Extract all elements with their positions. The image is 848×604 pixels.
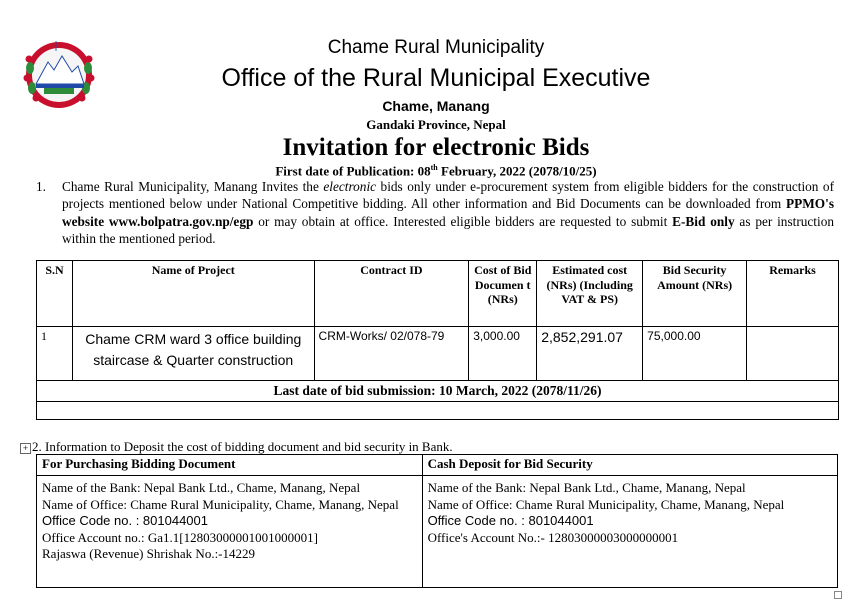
header-remarks: Remarks [747, 261, 839, 327]
bid-table [36, 260, 839, 420]
cell-remarks [747, 327, 839, 381]
province-line: Gandaki Province, Nepal [366, 117, 506, 132]
cell-sn: 1 [37, 327, 73, 381]
table-move-handle-icon[interactable]: + [20, 443, 31, 454]
header-estimated-cost: Estimated cost (NRs) (Including VAT & PS) [537, 261, 643, 327]
header-bid-security: Bid Security Amount (NRs) [643, 261, 747, 327]
bid-security-details [422, 476, 837, 588]
right-office-account: Office's Account No.:- 12803000003000000001 [427, 529, 679, 545]
header-sn: S.N [37, 261, 73, 327]
cell-contract-id: CRM-Works/ 02/078-79 [314, 327, 469, 381]
header-contract-id: Contract ID [314, 261, 469, 327]
empty-cell [37, 402, 839, 420]
purchasing-document-details [37, 476, 423, 588]
bank-info-table [36, 454, 838, 588]
invitation-paragraph: 1. Chame Rural Municipality, Manang Invites the electronic bids only under e-procurement system from eligible bidders for the construction of projects mentioned below under National Competitive bidding. All other information and Bid Documents can be downloaded from PPMO's website www.bolpatra.gov.np/egp or may obtain at office. Interested eligible bidders are requested to submit E-Bid only as per instruction within the mentioned period. [36, 179, 835, 246]
header-cost: Cost of Bid Documen t (NRs) [469, 261, 537, 327]
cell-estimated-cost: 2,852,291.07 [537, 327, 643, 381]
publication-date: First date of Publication: 08th February, 2022 (2078/10/25) [275, 163, 597, 179]
cell-project: Chame CRM ward 3 office building staircase & Quarter construction [72, 327, 314, 381]
header-project: Name of Project [72, 261, 314, 327]
last-submission-date: Last date of bid submission: 10 March, 2022 (2078/11/26) [37, 381, 839, 402]
left-bank-name: Name of the Bank: Nepal Bank Ltd., Chame, Manang, Nepal [42, 480, 361, 495]
bank-table-header-row [37, 455, 838, 476]
table-resize-handle[interactable] [834, 591, 842, 599]
table-row [37, 327, 839, 381]
right-office-code: Office Code no. : 801044001 [427, 513, 594, 528]
empty-row [37, 402, 839, 420]
paragraph-number: 1. [36, 179, 46, 194]
notice-title: Invitation for electronic Bids [282, 134, 590, 161]
municipality-name: Chame Rural Municipality [327, 37, 545, 58]
bid-table-header-row [37, 261, 839, 327]
bank-table-row [37, 476, 838, 588]
cell-bid-security: 75,000.00 [643, 327, 747, 381]
right-bank-name: Name of the Bank: Nepal Bank Ltd., Chame, Manang, Nepal [427, 480, 746, 495]
left-office-code: Office Code no. : 801044001 [42, 513, 208, 528]
section-2-heading: + 2. Information to Deposit the cost of bidding document and bid security in Bank. [20, 439, 453, 455]
cell-cost: 3,000.00 [469, 327, 537, 381]
header-purchasing-document: For Purchasing Bidding Document [37, 455, 423, 476]
website-link-text: PPMO's website www.bolpatra.gov.np/egp [62, 196, 834, 229]
header-bid-security-deposit: Cash Deposit for Bid Security [422, 455, 837, 476]
left-office-account: Office Account no.: Ga1.1[12803000001001000001] [42, 529, 318, 545]
last-date-row [37, 381, 839, 402]
left-revenue-no: Rajaswa (Revenue) Shrishak No.:-14229 [42, 546, 256, 561]
left-office-name: Name of Office: Chame Rural Municipality, Chame, Manang, Nepal [42, 496, 399, 512]
office-title: Office of the Rural Municipal Executive [221, 64, 651, 92]
location-line: Chame, Manang [382, 98, 490, 114]
right-office-name: Name of Office: Chame Rural Municipality, Chame, Manang, Nepal [427, 496, 785, 512]
